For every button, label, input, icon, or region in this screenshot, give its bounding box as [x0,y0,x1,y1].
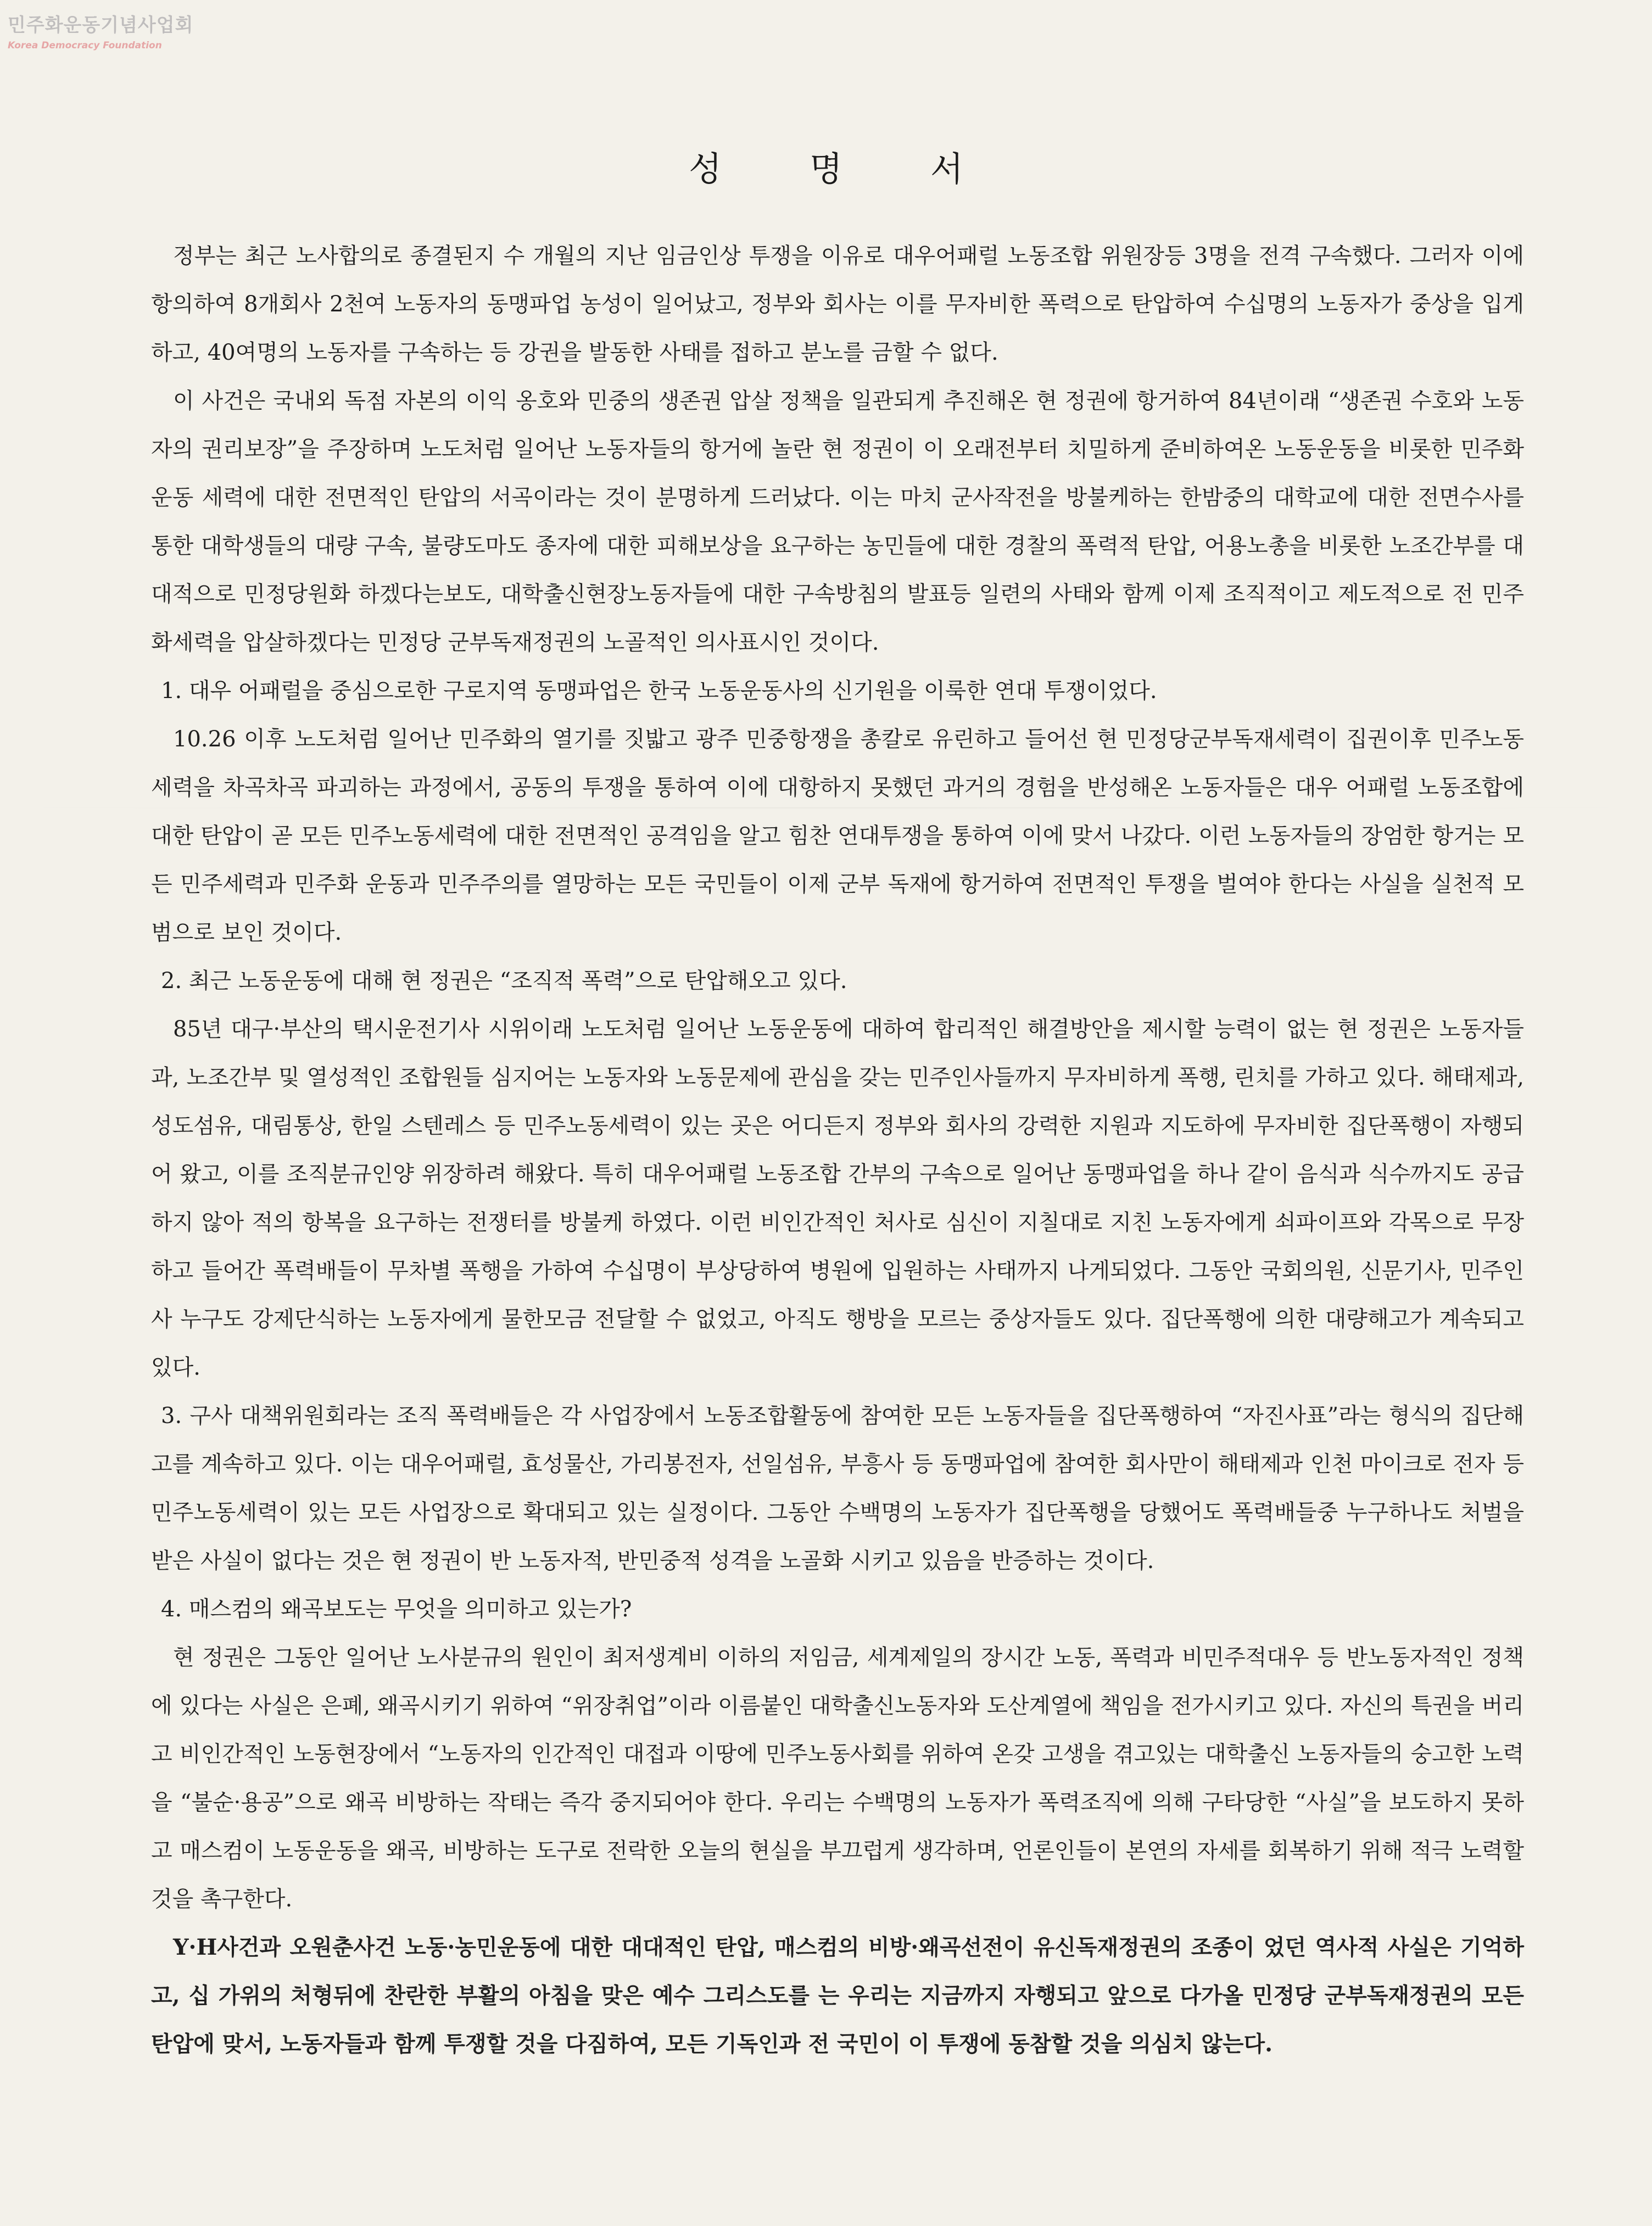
watermark-logo [8,10,194,54]
paragraph-intro: 정부는 최근 노사합의로 종결된지 수 개월의 지난 임금인상 투쟁을 이유로 대우어패럴 노동조합 위원장등 3명을 전격 구속했다. 그러자 이에 항의하여 8개회사 2천여 노동자의 동맹파업 농성이 일어났고, 정부와 회사는 이를 무자비한 폭력으로 탄압하여 수십명의 노동자가 중상을 입게하고, 40여명의 노동자를 구속하는 등 강권을 발동한 사태를 접하고 분노를 금할 수 없다. [151,243,1524,365]
section-3-body: 3. 구사 대책위원회라는 조직 폭력배들은 각 사업장에서 노동조합활동에 참여한 모든 노동자들을 집단폭행하여 “자진사표”라는 형식의 집단해고를 계속하고 있다. 이는 대우어패럴, 효성물산, 가리봉전자, 선일섬유, 부흥사 등 동맹파업에 참여한 회사만이 해태제과 인천 마이크로 전자 등 민주노동세력이 있는 모든 사업장으로 확대되고 있는 실정이다. 그동안 수백명의 노동자가 집단폭행을 당했어도 폭력배들중 누구하나도 처벌을 받은 사실이 없다는 것은 현 정권이 반 노동자적, 반민중적 성격을 노골화 시키고 있음을 반증하는 것이다. [151,1403,1524,1574]
watermark-english-text: Korea Democracy Foundation [8,40,162,51]
section-4-body: 현 정권은 그동안 일어난 노사분규의 원인이 최저생계비 이하의 저임금, 세계제일의 장시간 노동, 폭력과 비민주적대우 등 반노동자적인 정책에 있다는 사실은 은폐, 왜곡시키기 위하여 “위장취업”이라 이름붙인 대학출신노동자와 도산계열에 책임을 전가시키고 있다. 자신의 특권을 버리고 비인간적인 노동현장에서 “노동자의 인간적인 대접과 이땅에 민주노동사회를 위하여 온갖 고생을 겪고있는 대학출신 노동자들의 숭고한 노력을 “불순·용공”으로 왜곡 비방하는 작태는 즉각 중지되어야 한다. 우리는 수백명의 노동자가 폭력조직에 의해 구타당한 “사실”을 보도하지 못하고 매스컴이 노동운동을 왜곡, 비방하는 도구로 전락한 오늘의 현실을 부끄럽게 생각하며, 언론인들이 본연의 자세를 회복하기 위해 적극 노력할 것을 촉구한다. [151,1645,1524,1912]
section-1-body: 10.26 이후 노도처럼 일어난 민주화의 열기를 짓밟고 광주 민중항쟁을 총칼로 유린하고 들어선 현 민정당군부독재세력이 집권이후 민주노동세력을 차곡차곡 파괴하는 과정에서, 공동의 투쟁을 통하여 이에 대항하지 못했던 과거의 경험을 반성해온 노동자들은 대우 어패럴 노동조합에 대한 탄압이 곧 모든 민주노동세력에 대한 전면적인 공격임을 알고 힘찬 연대투쟁을 통하여 이에 맞서 나갔다. 이런 노동자들의 장엄한 항거는 모든 민주세력과 민주화 운동과 민주주의를 열망하는 모든 국민들이 이제 군부 독재에 항거하여 전면적인 투쟁을 벌여야 한다는 사실을 실천적 모범으로 보인 것이다. [151,727,1524,945]
document-body [151,232,1524,2068]
closing-paragraph: Y·H사건과 오원춘사건 노동·농민운동에 대한 대대적인 탄압, 매스컴의 비방·왜곡선전이 유신독재정권의 조종이 었던 역사적 사실은 기억하고, 십 가위의 처형뒤에 찬란한 부활의 아침을 맞은 예수 그리스도를 는 우리는 지금까지 자행되고 앞으로 다가올 민정당 군부독재정권의 모든 탄압에 맞서, 노동자들과 함께 투쟁할 것을 다짐하여, 모든 기독인과 전 국민이 이 투쟁에 동참할 것을 의심치 않는다. [151,1934,1524,2057]
section-2-body: 85년 대구·부산의 택시운전기사 시위이래 노도처럼 일어난 노동운동에 대하여 합리적인 해결방안을 제시할 능력이 없는 현 정권은 노동자들과, 노조간부 및 열성적인 조합원들 심지어는 노동자와 노동문제에 관심을 갖는 민주인사들까지 무자비하게 폭행, 린치를 가하고 있다. 해태제과, 성도섬유, 대림통상, 한일 스텐레스 등 민주노동세력이 있는 곳은 어디든지 정부와 회사의 강력한 지원과 지도하에 무자비한 집단폭행이 자행되어 왔고, 이를 조직분규인양 위장하려 해왔다. 특히 대우어패럴 노동조합 간부의 구속으로 일어난 동맹파업을 하나 같이 음식과 식수까지도 공급하지 않아 적의 항복을 요구하는 전쟁터를 방불케 하였다. 이런 비인간적인 처사로 심신이 지칠대로 지친 노동자에게 쇠파이프와 각목으로 무장하고 들어간 폭력배들이 무차별 폭행을 가하여 수십명이 부상당하여 병원에 입원하는 사태까지 나게되었다. 그동안 국회의원, 신문기사, 민주인사 누구도 강제단식하는 노동자에게 물한모금 전달할 수 없었고, 아직도 행방을 모르는 중상자들도 있다. 집단폭행에 의한 대량해고가 계속되고 있다. [151,1017,1524,1380]
document-title: 성명서 [689,149,1051,189]
paragraph-background: 이 사건은 국내외 독점 자본의 이익 옹호와 민중의 생존권 압살 정책을 일관되게 추진해온 현 정권에 항거하여 84년이래 “생존권 수호와 노동자의 권리보장”을 주장하며 노도처럼 일어난 노동자들의 항거에 놀란 현 정권이 이 오래전부터 치밀하게 준비하여온 노동운동을 비롯한 민주화운동 세력에 대한 전면적인 탄압의 서곡이라는 것이 분명하게 드러났다. 이는 마치 군사작전을 방불케하는 한밤중의 대학교에 대한 전면수사를 통한 대학생들의 대량 구속, 불량도마도 종자에 대한 피해보상을 요구하는 농민들에 대한 경찰의 폭력적 탄압, 어용노총을 비롯한 노조간부를 대대적으로 민정당원화 하겠다는보도, 대학출신현장노동자들에 대한 구속방침의 발표등 일련의 사태와 함께 이제 조직적이고 제도적으로 전 민주화세력을 압살하겠다는 민정당 군부독재정권의 노골적인 의사표시인 것이다. [151,388,1524,655]
section-4-heading: 4. 매스컴의 왜곡보도는 무엇을 의미하고 있는가? [161,1597,632,1622]
section-1-heading: 1. 대우 어패럴을 중심으로한 구로지역 동맹파업은 한국 노동운동사의 신기원을 이룩한 연대 투쟁이었다. [161,678,1157,704]
watermark-korean-text: 민주화운동기념사업회 [8,14,194,36]
section-2-heading: 2. 최근 노동운동에 대해 현 정권은 “조직적 폭력”으로 탄압해오고 있다. [161,968,847,994]
